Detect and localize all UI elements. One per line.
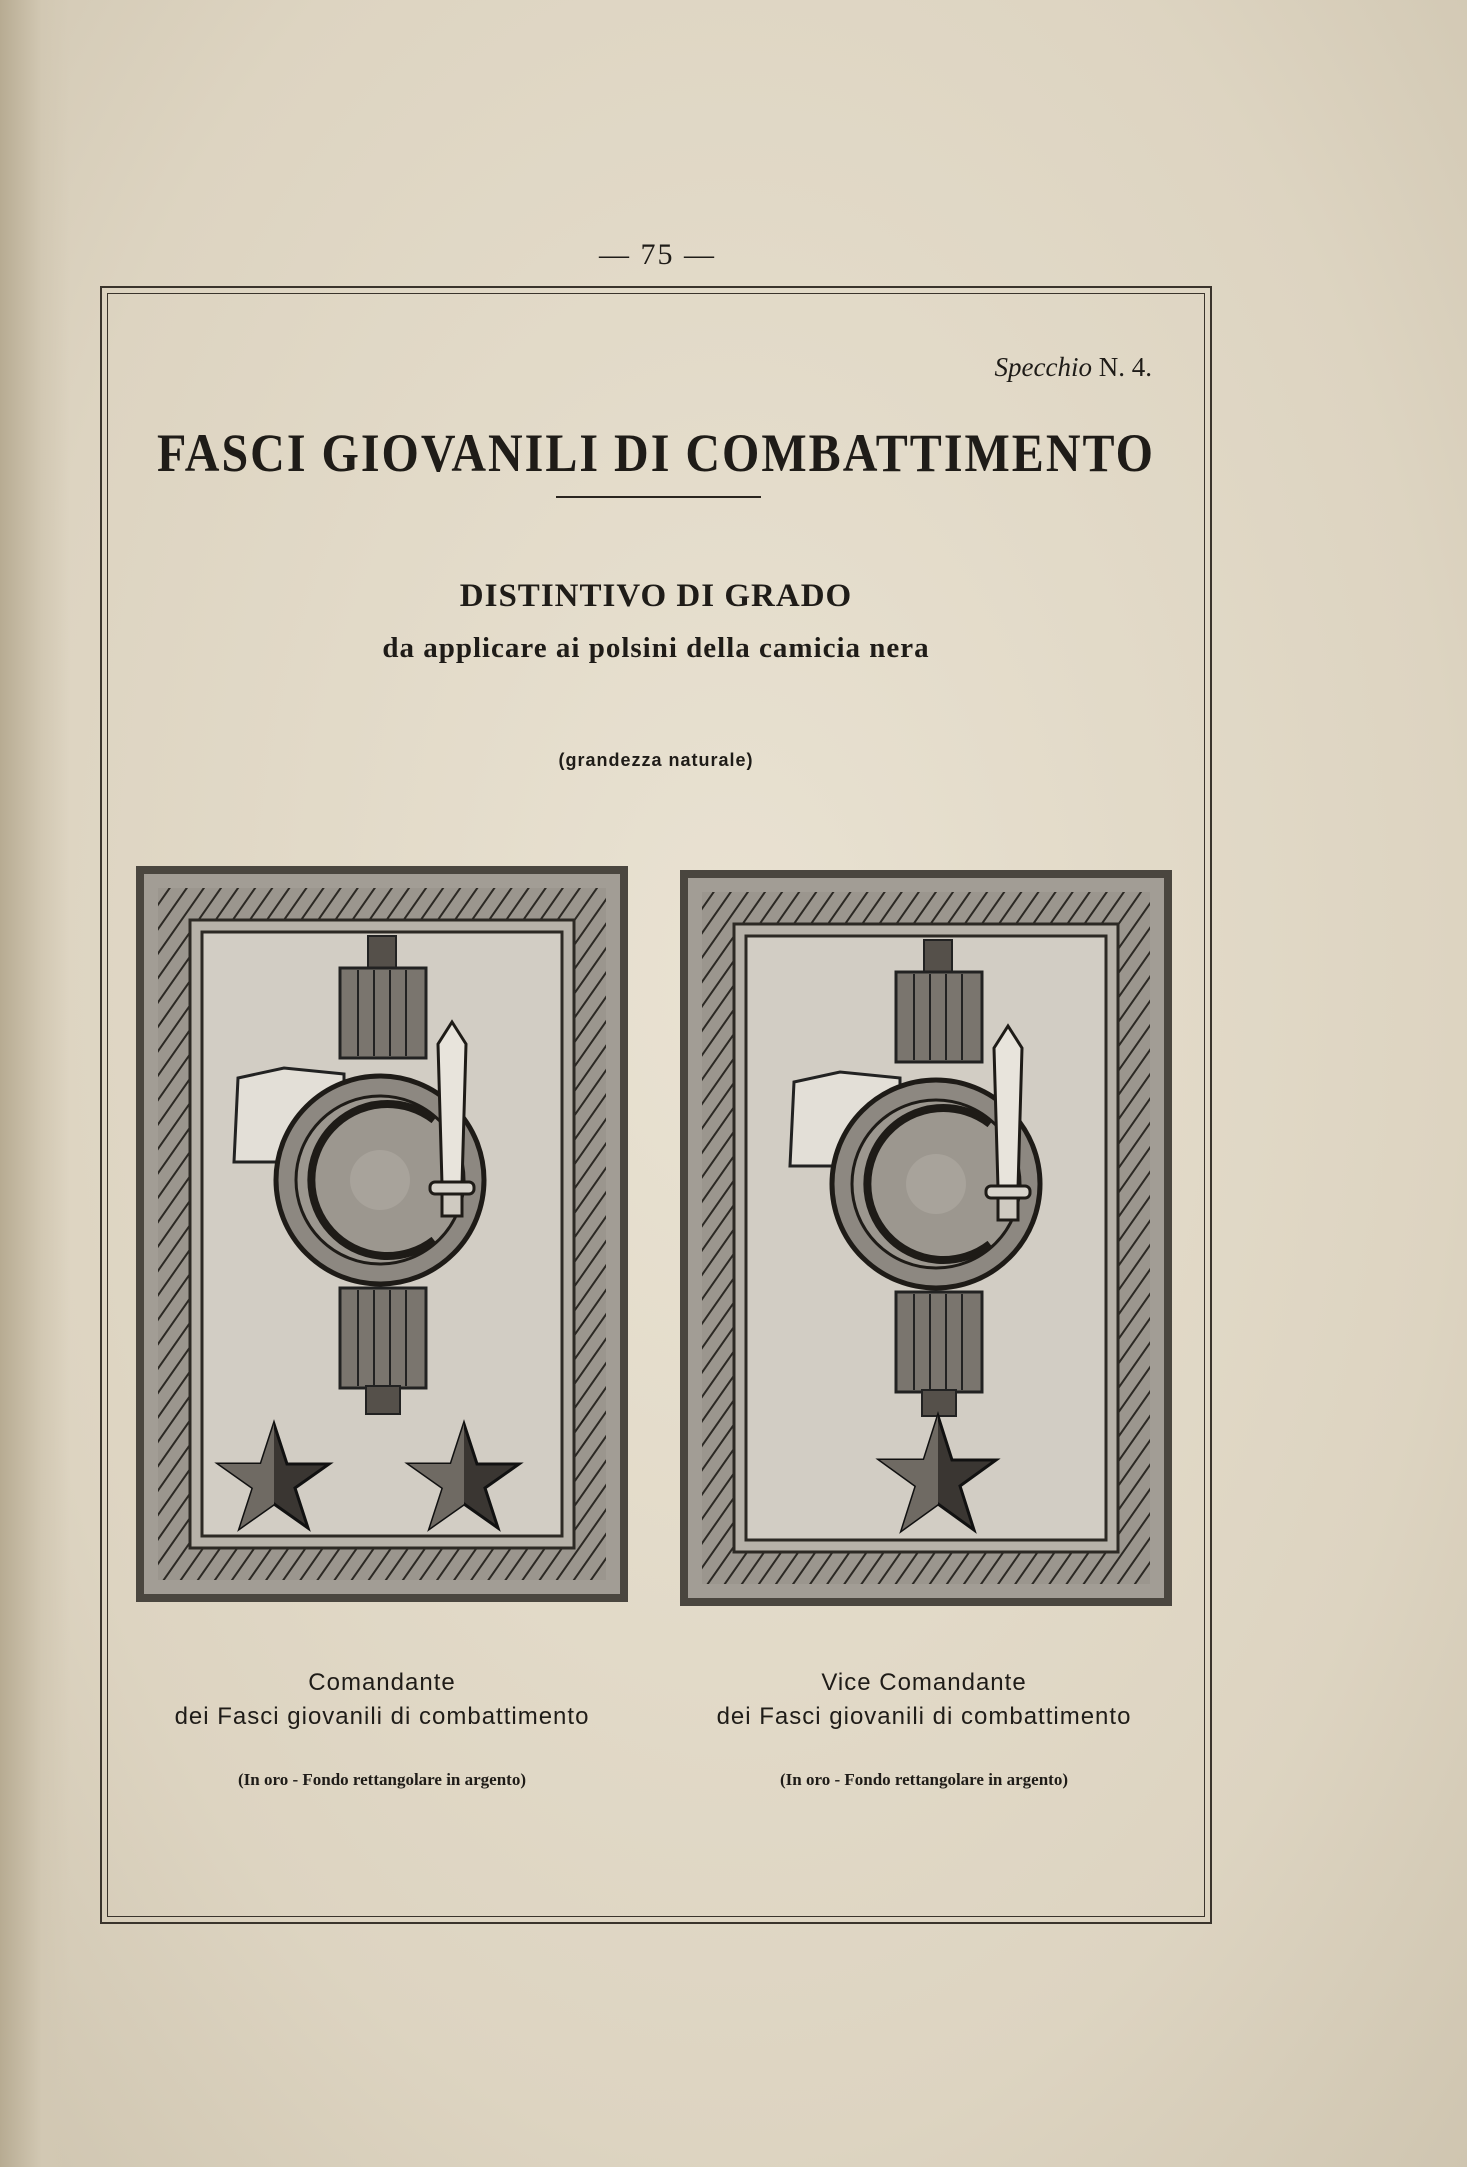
caption-vice-comandante-rank: Vice Comandante bbox=[821, 1669, 1027, 1696]
scale-note: (grandezza naturale) bbox=[558, 750, 754, 770]
caption-comandante-unit: dei Fasci giovanili di combattimento bbox=[174, 1703, 590, 1730]
plate-subtitle: DISTINTIVO DI GRADO bbox=[459, 578, 853, 614]
plate-subtitle-detail: da applicare ai polsini della camicia nera bbox=[382, 632, 930, 664]
material-note-vice-comandante: (In oro - Fondo rettangolare in argento) bbox=[779, 1770, 1069, 1789]
caption-comandante-rank: Comandante bbox=[308, 1669, 456, 1696]
plate-reference-label: Specchio bbox=[994, 352, 1092, 382]
caption-comandante bbox=[132, 1666, 632, 1734]
plate-reference-number: N. 4. bbox=[1098, 352, 1152, 382]
caption-vice-comandante bbox=[674, 1666, 1174, 1734]
plate-frame bbox=[100, 286, 1212, 1924]
plate-title: FASCI GIOVANILI DI COMBATTIMENTO bbox=[157, 423, 1155, 484]
comandante-badge-icon bbox=[134, 864, 630, 1604]
page-number: — 75 — bbox=[599, 238, 716, 271]
title-underline bbox=[556, 496, 761, 498]
badge-vice-comandante bbox=[678, 868, 1174, 1608]
page-edge-shadow bbox=[0, 0, 70, 2167]
material-note-comandante: (In oro - Fondo rettangolare in argento) bbox=[237, 1770, 527, 1789]
plate-reference bbox=[995, 352, 1152, 383]
badge-comandante bbox=[134, 864, 630, 1604]
vice-comandante-badge-icon bbox=[678, 868, 1174, 1608]
caption-vice-comandante-unit: dei Fasci giovanili di combattimento bbox=[716, 1703, 1132, 1730]
